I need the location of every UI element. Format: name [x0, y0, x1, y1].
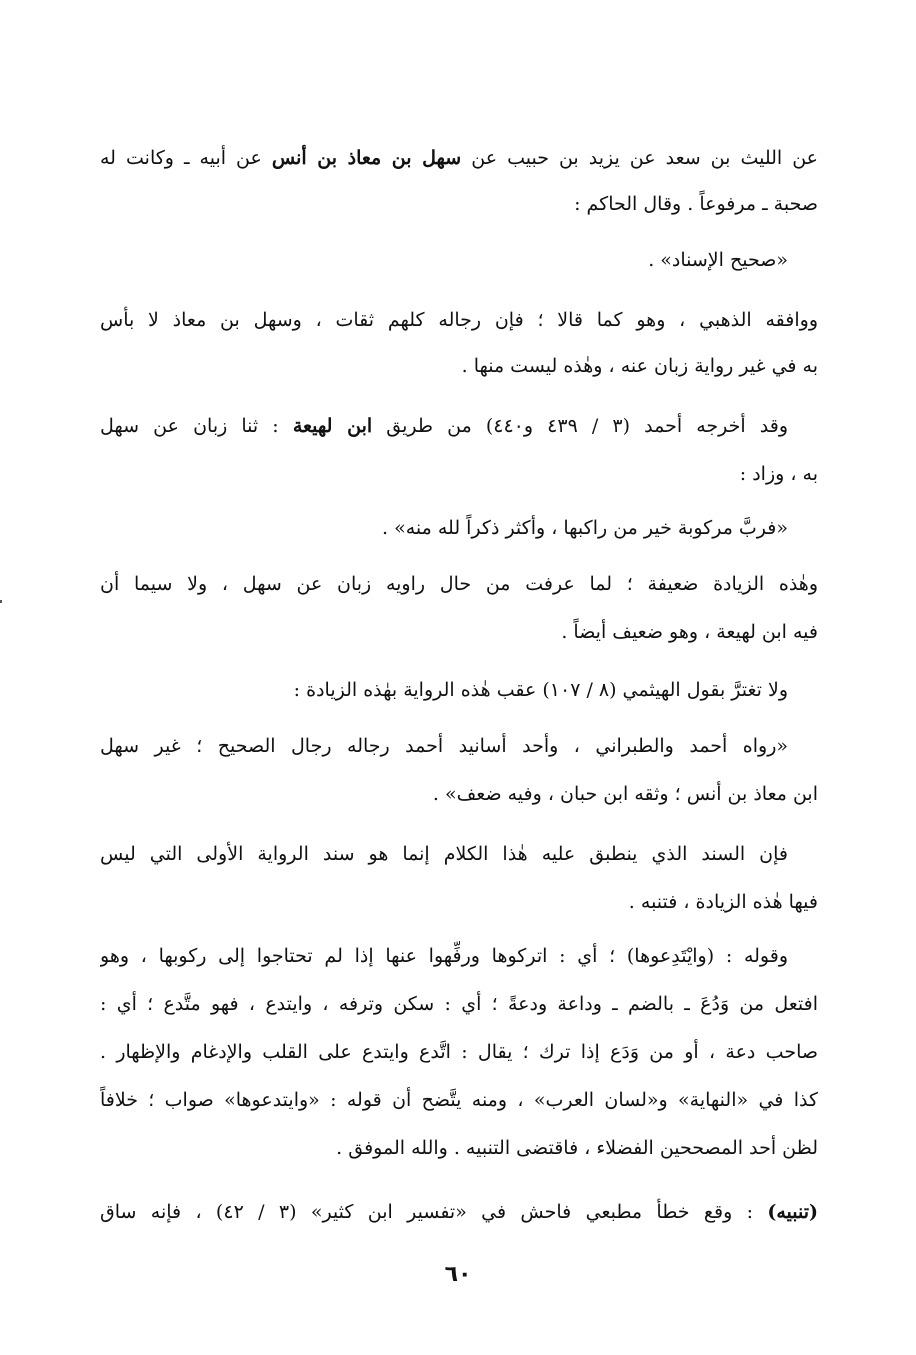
- margin-mark: [0, 600, 2, 603]
- text-line: ولا تغترَّ بقول الهيثمي (٨ / ١٠٧) عقب هٰذه الرواية بهٰذه الزيادة :: [293, 679, 788, 701]
- bold-phrase: سهل بن معاذ بن أنس: [271, 147, 462, 169]
- quote-line: «صحيح الإسناد» .: [648, 249, 788, 271]
- text-line: ووافقه الذهبي ، وهو كما قالا ؛ فإن رجاله كلهم ثقات ، وسهل بن معاذ لا بأس: [100, 309, 818, 331]
- text-line: به ، وزاد :: [739, 463, 818, 485]
- text-line: فيه ابن لهيعة ، وهو ضعيف أيضاً .: [561, 621, 818, 643]
- text-line: وقد أخرجه أحمد (٣ / ٤٣٩ و٤٤٠) من طريق ابن لهيعة : ثنا زبان عن سهل: [100, 415, 788, 437]
- quote-line: «فربَّ مركوبة خير من راكبها ، وأكثر ذكراً لله منه» .: [382, 517, 788, 539]
- text-line: كذا في «النهاية» و«لسان العرب» ، ومنه يتَّضح أن قوله : «وايتدعوها» صواب ؛ خلافاً: [100, 1089, 818, 1111]
- text-line: افتعل من وَدُعَ ـ بالضم ـ وداعة ودعةً ؛ أي : سكن وترفه ، وايتدع ، فهو متَّدع ؛ أي :: [100, 993, 818, 1015]
- text-line: فإن السند الذي ينطبق عليه هٰذا الكلام إنما هو سند الرواية الأولى التي ليس: [100, 843, 788, 865]
- page-number: ٦٠: [444, 1262, 472, 1287]
- text-line: (تنبيه) : وقع خطأ مطبعي فاحش في «تفسير ابن كثير» (٣ / ٤٢) ، فإنه ساق: [100, 1201, 818, 1223]
- text-line: لظن أحد المصححين الفضلاء ، فاقتضى التنبيه . والله الموفق .: [336, 1137, 818, 1159]
- quote-line: «رواه أحمد والطبراني ، وأحد أسانيد أحمد رجاله رجال الصحيح ؛ غير سهل: [100, 735, 788, 757]
- text-line: عن الليث بن سعد عن يزيد بن حبيب عن سهل بن معاذ بن أنس عن أبيه ـ وكانت له: [100, 147, 818, 169]
- text-line: وقوله : (وايْتَدِعوها) ؛ أي : اتركوها ورفِّهوا عنها إذا لم تحتاجوا إلى ركوبها ، وهو: [100, 945, 788, 967]
- text-line: فيها هٰذه الزيادة ، فتنبه .: [628, 891, 818, 913]
- text-line: صاحب دعة ، أو من وَدَع إذا ترك ؛ يقال : اتَّدع وايتدع على القلب والإدغام والإظهار .: [100, 1041, 818, 1063]
- text-line: وهٰذه الزيادة ضعيفة ؛ لما عرفت من حال راويه زبان عن سهل ، ولا سيما أن: [100, 573, 818, 595]
- bold-phrase: ابن لهيعة: [292, 415, 373, 437]
- quote-line: ابن معاذ بن أنس ؛ وثقه ابن حبان ، وفيه ضعف» .: [432, 783, 818, 805]
- bold-phrase: (تنبيه): [767, 1201, 818, 1223]
- text-line: صحبة ـ مرفوعاً . وقال الحاكم :: [574, 193, 818, 215]
- text-line: به في غير رواية زبان عنه ، وهٰذه ليست منها .: [461, 355, 818, 377]
